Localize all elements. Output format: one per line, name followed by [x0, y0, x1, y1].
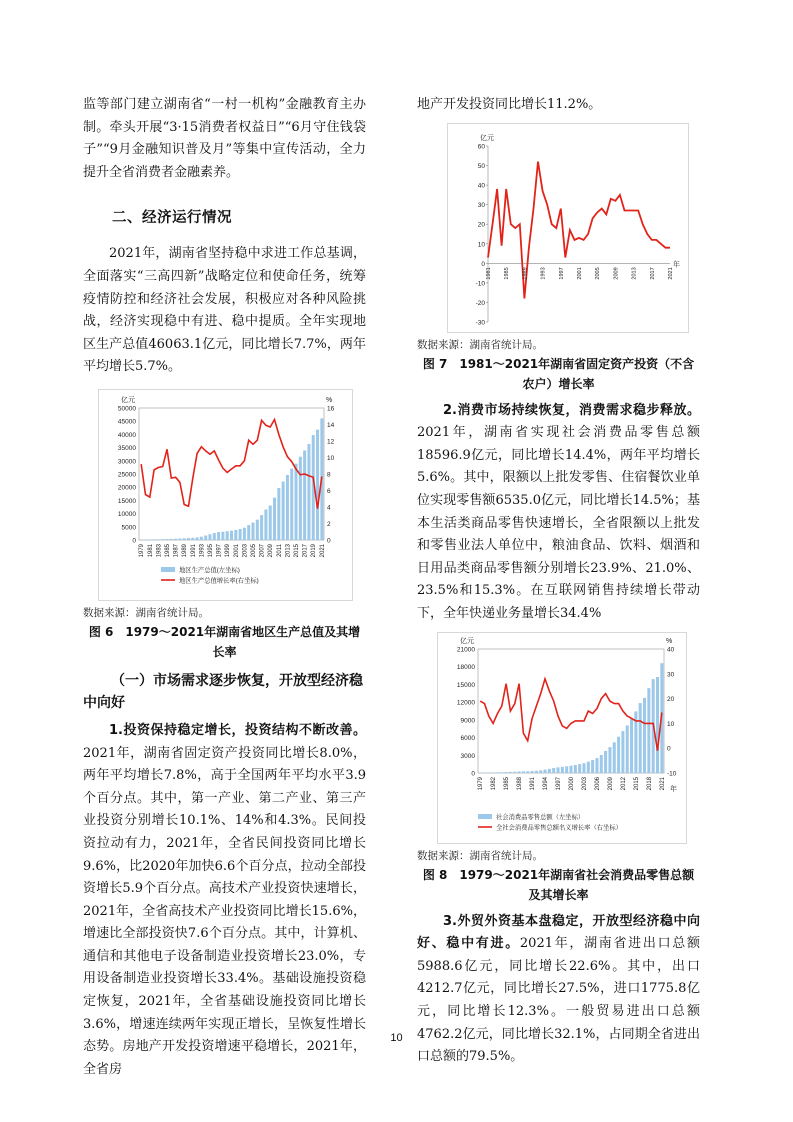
bar — [286, 475, 289, 540]
bar — [239, 529, 242, 540]
bar — [290, 469, 293, 540]
bar — [565, 766, 568, 773]
bar — [153, 539, 156, 540]
bar — [243, 528, 246, 540]
x-tick-label: 2021 — [659, 776, 666, 790]
y-right-tick-label: 0 — [667, 745, 671, 753]
x-tick-label: 1985 — [504, 776, 511, 790]
x-tick-label: 1991 — [190, 543, 197, 558]
y-right-unit: % — [326, 396, 333, 404]
y-right-tick-label: 8 — [327, 471, 331, 479]
y-left-tick-label: 45000 — [117, 418, 136, 426]
bar — [191, 538, 194, 540]
y-right-tick-label: 12 — [327, 438, 335, 446]
bar — [526, 771, 529, 773]
bar — [161, 539, 164, 540]
bar — [200, 537, 203, 540]
bar — [604, 750, 607, 772]
y-left-tick-label: 15000 — [456, 681, 475, 689]
legend-line-label: 全社会消费品零售总额名义增长率（右坐标） — [496, 824, 622, 832]
y-right-tick-label: 0 — [327, 537, 331, 545]
bar — [548, 768, 551, 772]
x-tick-label: 1985 — [504, 266, 511, 280]
y-left-tick-label: 9000 — [460, 716, 475, 724]
y-left-tick-label: 25000 — [117, 471, 136, 479]
x-tick-label: 2003 — [582, 776, 588, 790]
investment-continuation: 地产开发投资同比增长11.2%。 — [417, 97, 602, 112]
bar — [144, 539, 147, 540]
bar — [170, 539, 173, 540]
y-left-tick-label: 3000 — [460, 752, 475, 760]
y-left-tick-label: 18000 — [456, 663, 475, 671]
bar — [269, 505, 272, 539]
y-left-tick-label: 21000 — [456, 646, 475, 654]
bar — [613, 742, 616, 773]
investment-lead: 1.投资保持稳定增长，投资结构不断改善。 — [109, 722, 366, 738]
legend-bar-swatch — [478, 814, 492, 819]
bar — [608, 747, 611, 773]
bar — [544, 769, 547, 772]
x-tick-label: 1994 — [543, 776, 549, 790]
y-tick-label: 0 — [481, 260, 485, 268]
y-left-tick-label: 0 — [132, 537, 136, 545]
x-tick-label: 1989 — [522, 266, 529, 280]
figure-8-source: 数据来源：湖南省统计局。 — [417, 849, 543, 862]
x-tick-label: 2012 — [620, 776, 627, 790]
bar — [234, 530, 237, 540]
investment-paragraph — [83, 720, 366, 1082]
bar — [531, 771, 534, 773]
trade-paragraph — [417, 911, 700, 1069]
bar — [260, 515, 263, 540]
bar — [647, 688, 650, 773]
bar — [617, 736, 620, 772]
y-right-tick-label: 20 — [667, 695, 675, 703]
x-tick-label: 1991 — [530, 776, 537, 790]
bar — [656, 677, 659, 773]
bar — [221, 532, 224, 540]
consumption-lead: 2.消费市场持续恢复，消费需求稳步释放。 — [443, 402, 700, 418]
y-tick-label: -30 — [475, 319, 485, 327]
legend-bar-swatch — [161, 567, 175, 572]
figure-6-source: 数据来源：湖南省统计局。 — [83, 606, 209, 619]
figure-6-chart — [98, 389, 353, 601]
intro-paragraph: 监等部门建立湖南省“一村一机构”金融教育主办制。牵头开展“3·15消费者权益日”“6月守住钱袋子”“9月金融知识普及月”等集中宣传活动，全力提升全省消费者金融素养。 — [83, 97, 366, 180]
right-column — [417, 94, 700, 1069]
bar — [148, 539, 151, 540]
y-right-tick-label: 16 — [327, 405, 335, 413]
bar — [582, 763, 585, 773]
y-right-tick-label: 10 — [667, 720, 675, 728]
bar — [178, 538, 181, 540]
bar — [569, 765, 572, 772]
x-tick-label: 1993 — [540, 266, 547, 280]
bar — [587, 761, 590, 772]
consumption-paragraph — [417, 400, 700, 626]
x-tick-label: 1979 — [478, 776, 485, 790]
bar — [264, 509, 267, 540]
x-tick-label: 2015 — [633, 776, 640, 790]
x-tick-label: 1995 — [208, 543, 214, 558]
x-tick-label: 1993 — [199, 543, 206, 558]
left-column — [83, 94, 366, 1081]
y-tick-label: -10 — [475, 279, 485, 287]
x-tick-label: 1979 — [139, 543, 146, 558]
x-tick-label: 2001 — [577, 266, 583, 280]
x-tick-label: 2013 — [631, 266, 638, 280]
y-unit: 亿元 — [480, 134, 494, 142]
x-tick-label: 1999 — [225, 543, 232, 558]
x-tick-label: 1989 — [182, 543, 189, 558]
bar — [574, 765, 577, 773]
x-tick-label: 1987 — [173, 543, 180, 558]
bar — [183, 538, 186, 540]
x-tick-label: 2007 — [259, 543, 266, 558]
bar — [226, 531, 229, 540]
bar — [487, 772, 490, 773]
y-left-tick-label: 10000 — [117, 511, 136, 519]
y-right-tick-label: 30 — [667, 670, 675, 678]
x-tick-label: 1981 — [486, 266, 492, 280]
y-tick-label: 10 — [477, 240, 485, 248]
x-tick-label: 2003 — [242, 543, 249, 558]
legend-bar-label: 地区生产总值(左坐标) — [179, 566, 240, 574]
bar — [299, 457, 302, 540]
bar — [256, 520, 259, 540]
y-left-tick-label: 5000 — [121, 524, 136, 532]
bar — [187, 538, 190, 540]
y-tick-label: -20 — [475, 299, 485, 307]
legend-bar-label: 社会消费品零售总额（左坐标） — [496, 813, 585, 821]
x-tick-label: 2009 — [268, 543, 275, 558]
bar — [509, 771, 512, 772]
x-tick-label: 1981 — [147, 543, 154, 558]
y-right-tick-label: 4 — [327, 504, 331, 512]
bar — [316, 430, 319, 540]
y-right-tick-label: 2 — [327, 520, 331, 528]
x-tick-label: 2015 — [294, 543, 300, 558]
bar — [505, 772, 508, 773]
bar — [496, 772, 499, 773]
y-tick-label: 50 — [477, 162, 485, 170]
y-left-unit: 亿元 — [460, 637, 474, 645]
bar — [273, 498, 276, 540]
bar — [513, 771, 516, 772]
bar — [165, 539, 168, 540]
x-tick-label: 2021 — [319, 543, 326, 558]
x-unit: 年 — [673, 260, 680, 268]
y-right-tick-label: -10 — [667, 770, 677, 778]
x-tick-label: 1997 — [558, 266, 565, 280]
trade-lead: 3.外贸外资基本盘稳定，开放型经济稳中向好、稳中有进。 — [417, 913, 700, 952]
bar — [557, 767, 560, 773]
x-tick-label: 1997 — [556, 776, 562, 790]
bar — [282, 481, 285, 539]
x-tick-label: 2001 — [233, 543, 240, 558]
x-tick-label: 2019 — [311, 543, 318, 558]
y-right-tick-label: 10 — [327, 454, 335, 462]
y-left-tick-label: 40000 — [117, 431, 136, 439]
bar — [561, 766, 564, 772]
y-left-tick-label: 12000 — [456, 699, 475, 707]
bar — [630, 718, 633, 772]
y-left-tick-label: 20000 — [117, 484, 136, 492]
bar — [626, 725, 629, 773]
bar — [522, 771, 525, 773]
x-unit: 年 — [670, 785, 677, 793]
bar — [600, 755, 603, 773]
consumption-body: 2021年，湖南省实现社会消费品零售总额18596.9亿元，同比增长14.4%，两年平均增长5.6%。其中，限额以上批发零售、住宿餐饮业单位实现零售额6535.0亿元，同比增长14.5%；基本生活类商品零售快速增长，全省限额以上批发和零售业法人单位中，粮油食品、饮料、烟酒和日用品类商品零售额分别增长23.9%、21.0%、23.5%和15.3%。在互联网销售持续增长带动下，全年快递业务量增长34.4% — [417, 425, 700, 621]
y-left-tick-label: 35000 — [117, 445, 136, 453]
bar — [230, 531, 233, 540]
y-right-tick-label: 14 — [327, 421, 335, 429]
section-title: 二、经济运行情况 — [112, 210, 232, 227]
bar — [204, 535, 207, 539]
y-left-unit: 亿元 — [121, 396, 135, 404]
bar — [578, 764, 581, 773]
figure-7-chart — [447, 123, 689, 333]
page-number: 10 — [390, 1032, 403, 1044]
figure-6-caption: 图 6 1979～2021年湖南省地区生产总值及其增长率 — [88, 624, 361, 659]
y-left-tick-label: 6000 — [460, 734, 475, 742]
figure-7-source: 数据来源：湖南省统计局。 — [417, 338, 543, 351]
y-left-tick-label: 50000 — [117, 405, 136, 413]
bar — [591, 760, 594, 773]
legend-line-label: 地区生产总值增长率(右坐标) — [179, 577, 259, 585]
x-tick-label: 2009 — [607, 776, 614, 790]
section-paragraph: 2021年，湖南省坚持稳中求进工作总基调，全面落实“三高四新”战略定位和使命任务，统筹疫情防控和经济社会发展，积极应对各种风险挑战，经济实现稳中有进、稳中提质。全年实现地区生产总值46063.1亿元，同比增长7.7%，两年平均增长5.7%。 — [83, 246, 366, 375]
x-tick-label: 2009 — [613, 266, 620, 280]
bar — [217, 532, 220, 540]
bar — [208, 534, 211, 540]
bar — [621, 731, 624, 773]
x-tick-label: 2005 — [251, 543, 257, 558]
investment-body: 2021年，湖南省固定资产投资同比增长8.0%，两年平均增长7.8%，高于全国两年平均水平3.9个百分点。其中，第一产业、第二产业、第三产业投资分别增长10.1%、14%和4.3%。民间投资拉动有力，2021年，全省民间投资同比增长9.6%，比2020年加快6.6个百分点，拉动全部投资增长5.9个百分点。高技术产业投资快速增长，2021年，全省高技术产业投资同比增长15.6%，增速比全部投资快7.6个百分点。其中，计算机、通信和其他电子设备制造业投资增长23.0%，专用设备制造业投资增长33.4%。基础设施投资稳定恢复，2021年，全省基础设施投资同比增长3.6%，增速连续两年实现正增长，呈恢复性增长态势。房地产开发投资增速平稳增长，2021年，全省房 — [83, 745, 366, 1077]
bar — [174, 539, 177, 540]
y-right-tick-label: 40 — [667, 646, 675, 654]
y-tick-label: 30 — [477, 201, 485, 209]
bar — [500, 772, 503, 773]
bar — [595, 758, 598, 773]
subsection-title: （一）市场需求逐步恢复，开放型经济稳中向好 — [83, 672, 363, 711]
x-tick-label: 2018 — [646, 776, 653, 790]
bar — [303, 450, 306, 540]
bar — [157, 539, 160, 540]
x-tick-label: 2000 — [569, 776, 575, 790]
y-right-unit: % — [666, 637, 673, 645]
y-left-tick-label: 30000 — [117, 458, 136, 466]
figure-8-caption: 图 8 1979～2021年湖南省社会消费品零售总额及其增长率 — [422, 867, 695, 902]
figure-8-chart — [437, 632, 687, 844]
y-tick-label: 40 — [477, 182, 485, 190]
y-right-tick-label: 6 — [327, 487, 331, 495]
x-tick-label: 1988 — [517, 776, 524, 790]
bar — [252, 523, 255, 540]
bar — [307, 444, 310, 540]
bar — [639, 703, 642, 773]
y-tick-label: 60 — [477, 143, 485, 151]
bar — [518, 771, 521, 773]
x-tick-label: 2005 — [595, 266, 602, 280]
y-tick-label: 20 — [477, 221, 485, 229]
bar — [295, 464, 298, 540]
y-left-tick-label: 15000 — [117, 497, 136, 505]
x-tick-label: 1997 — [216, 543, 223, 558]
x-tick-label: 1983 — [156, 543, 163, 558]
x-tick-label: 2017 — [649, 266, 656, 280]
x-tick-label: 2011 — [276, 543, 283, 557]
figure-7-caption: 图 7 1981～2021年湖南省固定资产投资（不含农户）增长率 — [422, 356, 695, 391]
bar — [277, 488, 280, 540]
trade-body: 2021年，湖南省进出口总额5988.6亿元，同比增长22.6%。其中，出口4212.7亿元，同比增长27.5%，进口1775.8亿元，同比增长12.3%。一般贸易进出口总额4762.2亿元，同比增长32.1%，占同期全省进出口总额的79.5%。 — [417, 936, 700, 1065]
bar — [552, 767, 555, 772]
x-tick-label: 1985 — [165, 543, 171, 558]
bar — [247, 525, 250, 540]
bar — [196, 537, 199, 540]
x-tick-label: 2017 — [302, 543, 309, 558]
bar — [213, 533, 216, 540]
bar — [535, 770, 538, 772]
x-tick-label: 2021 — [668, 266, 674, 280]
x-tick-label: 2013 — [285, 543, 292, 558]
bar — [492, 772, 495, 773]
x-tick-label: 1982 — [491, 776, 498, 790]
bar — [539, 770, 542, 773]
bar — [643, 697, 646, 772]
x-tick-label: 2006 — [595, 776, 601, 790]
y-left-tick-label: 0 — [471, 770, 475, 778]
